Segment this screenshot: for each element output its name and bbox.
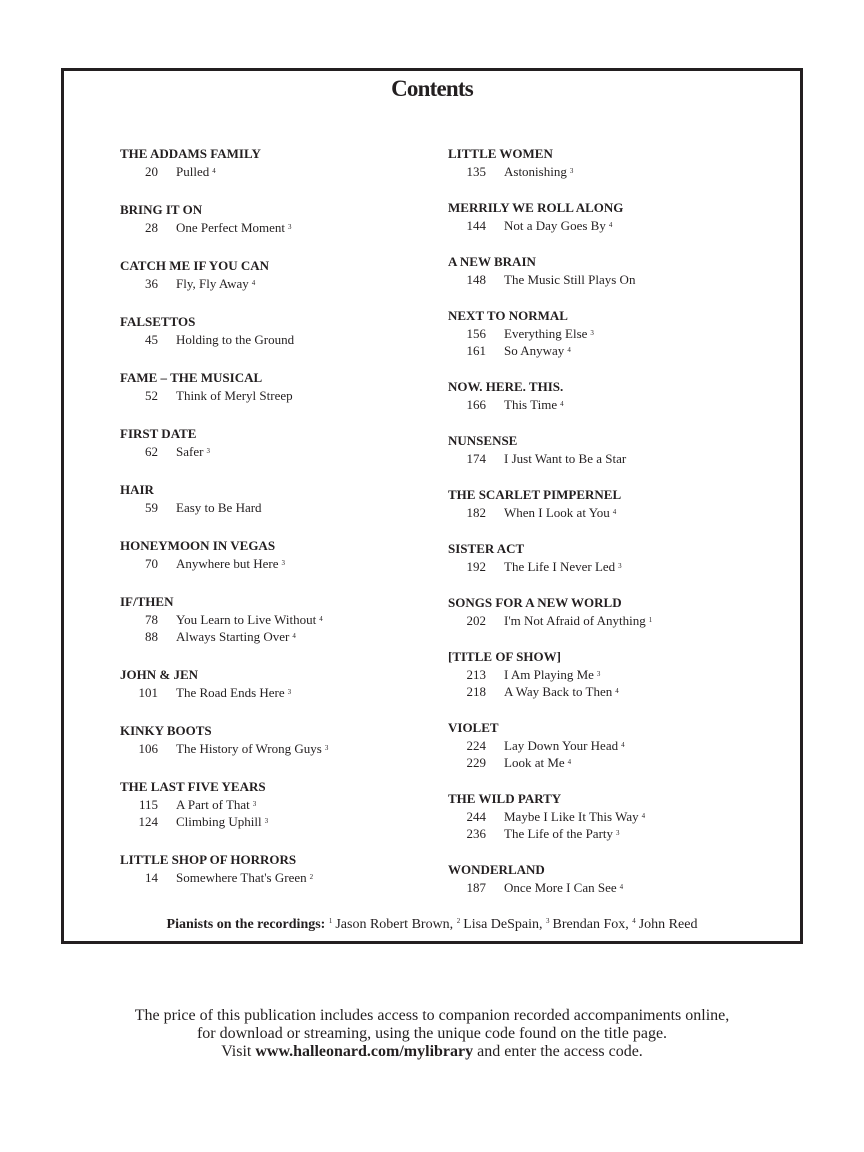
song-title: This Time: [504, 397, 558, 412]
song-entry[interactable]: [120, 387, 440, 404]
note-line-1: The price of this publication includes access to companion recorded accompaniments online,: [134, 1007, 730, 1024]
song-title: Everything Else: [504, 326, 588, 341]
show-group: [120, 425, 440, 460]
song-title: Fly, Fly Away: [176, 276, 249, 291]
pianist-superscript: 3: [252, 800, 257, 808]
page-number: 20: [145, 164, 158, 179]
show-title: THE WILD PARTY: [448, 791, 562, 806]
song-title: Climbing Uphill: [176, 814, 262, 829]
page-number: 236: [466, 826, 486, 841]
page-number: 144: [466, 218, 486, 233]
contents-left-column: [120, 145, 440, 907]
song-title: Anywhere but Here: [176, 556, 279, 571]
page-number: 244: [466, 809, 486, 824]
show-group: [448, 378, 768, 413]
show-title: WONDERLAND: [448, 862, 545, 877]
pianist-superscript: 4: [567, 346, 571, 354]
page-number: 229: [466, 755, 486, 770]
show-group: [448, 594, 768, 629]
song-entry[interactable]: [448, 666, 768, 683]
pianist-number: 3: [546, 917, 550, 925]
song-title: A Part of That: [176, 797, 250, 812]
song-entry[interactable]: [448, 217, 768, 234]
show-group: [448, 486, 768, 521]
show-group: [120, 722, 440, 757]
page-number: 135: [466, 164, 486, 179]
page-title: Contents: [391, 76, 473, 101]
show-title: JOHN & JEN: [120, 667, 198, 682]
show-group: [120, 851, 440, 886]
show-title: SONGS FOR A NEW WORLD: [448, 595, 622, 610]
song-title: One Perfect Moment: [176, 220, 286, 235]
pianist-superscript: 3: [281, 559, 286, 567]
song-title: Somewhere That's Green: [176, 870, 307, 885]
pianist-name: John Reed: [638, 917, 698, 932]
show-group: [448, 719, 768, 771]
page-number: 101: [138, 685, 158, 700]
show-group: [448, 648, 768, 700]
song-entry[interactable]: [448, 504, 768, 521]
song-title: Think of Meryl Streep: [176, 388, 293, 403]
song-title: Pulled: [176, 164, 210, 179]
show-group: [448, 307, 768, 359]
song-title: The History of Wrong Guys: [176, 741, 322, 756]
pianist-number: 4: [632, 917, 636, 925]
page-number: 202: [466, 613, 486, 628]
song-title: I Just Want to Be a Star: [504, 451, 627, 466]
page-number: 156: [466, 326, 486, 341]
song-entry[interactable]: [448, 558, 768, 575]
song-entry[interactable]: [120, 555, 440, 572]
page-number: 28: [145, 220, 158, 235]
page-number: 52: [145, 388, 158, 403]
show-title: KINKY BOOTS: [120, 723, 212, 738]
page-number: 148: [466, 272, 486, 287]
song-entry[interactable]: [448, 754, 768, 771]
song-title: The Life I Never Led: [504, 559, 616, 574]
pianist-superscript: 3: [616, 829, 620, 837]
show-group: [448, 199, 768, 234]
show-title: FAME – THE MUSICAL: [120, 370, 263, 385]
song-title: So Anyway: [504, 343, 565, 358]
song-entry[interactable]: [448, 825, 768, 842]
song-title: Astonishing: [504, 164, 567, 179]
song-entry[interactable]: [120, 331, 440, 348]
show-title: SISTER ACT: [448, 541, 525, 556]
pianist-superscript: 4: [612, 508, 617, 516]
page-number: 106: [138, 741, 158, 756]
show-title: LITTLE SHOP OF HORRORS: [120, 852, 297, 867]
pianist-number: 2: [456, 917, 461, 925]
song-entry[interactable]: [448, 808, 768, 825]
song-entry[interactable]: [448, 612, 768, 629]
song-entry[interactable]: [120, 499, 440, 516]
show-title: NUNSENSE: [448, 433, 518, 448]
show-group: [448, 253, 768, 288]
page-number: 62: [145, 444, 158, 459]
show-title: THE ADDAMS FAMILY: [120, 146, 261, 161]
song-entry[interactable]: [448, 163, 768, 180]
pianist-superscript: 3: [324, 744, 329, 752]
pianist-superscript: 3: [569, 167, 574, 175]
show-title: [TITLE OF SHOW]: [448, 649, 561, 664]
show-title: THE LAST FIVE YEARS: [120, 779, 266, 794]
show-group: [120, 201, 440, 236]
pianist-superscript: 4: [319, 615, 323, 623]
show-title: A NEW BRAIN: [448, 254, 536, 269]
page-number: 187: [466, 880, 486, 895]
show-title: NEXT TO NORMAL: [448, 308, 568, 323]
show-title: HAIR: [120, 482, 154, 497]
note-visit: Visit: [221, 1043, 256, 1060]
pianist-superscript: 4: [608, 221, 613, 229]
song-entry[interactable]: [120, 628, 440, 645]
page-number: 78: [145, 612, 158, 627]
show-group: [120, 537, 440, 572]
song-title: The Life of the Party: [504, 826, 614, 841]
page-number: 36: [145, 276, 158, 291]
song-title: Lay Down Your Head: [504, 738, 619, 753]
page-number: 59: [145, 500, 158, 515]
song-title: Maybe I Like It This Way: [504, 809, 639, 824]
song-entry[interactable]: [448, 325, 768, 342]
page-number: 45: [145, 332, 158, 347]
song-entry[interactable]: [448, 450, 768, 467]
show-group: [448, 790, 768, 842]
song-entry[interactable]: [120, 796, 440, 813]
song-entry[interactable]: [448, 342, 768, 359]
song-entry[interactable]: [120, 869, 440, 886]
pianist-superscript: 3: [287, 688, 292, 696]
show-title: NOW. HERE. THIS.: [448, 379, 564, 394]
pianist-superscript: 3: [206, 447, 210, 455]
pianists-label: Pianists on the recordings:: [166, 917, 326, 932]
pianist-superscript: 4: [560, 400, 564, 408]
show-group: [448, 540, 768, 575]
pianists-legend: [0, 917, 864, 933]
pianist-superscript: 3: [590, 329, 594, 337]
song-title: Safer: [176, 444, 204, 459]
show-title: LITTLE WOMEN: [448, 146, 553, 161]
show-title: CATCH ME IF YOU CAN: [120, 258, 270, 273]
pianist-superscript: 4: [292, 632, 296, 640]
show-group: [120, 778, 440, 830]
page-number: 182: [466, 505, 486, 520]
show-group: [448, 432, 768, 467]
access-note: [0, 1007, 864, 1061]
page-number: 14: [145, 870, 158, 885]
song-entry[interactable]: [120, 219, 440, 236]
song-entry[interactable]: [448, 396, 768, 413]
song-entry[interactable]: [448, 271, 768, 288]
song-title: I'm Not Afraid of Anything: [504, 613, 646, 628]
page-number: 115: [138, 797, 158, 812]
pianist-superscript: 3: [618, 562, 622, 570]
song-title: I Am Playing Me: [504, 667, 594, 682]
page-number: 88: [145, 629, 158, 644]
song-title: You Learn to Live Without: [176, 612, 317, 627]
pianist-name: Lisa DeSpain,: [463, 917, 543, 932]
contents-right-column: [448, 145, 768, 915]
song-entry[interactable]: [120, 684, 440, 701]
song-entry[interactable]: [120, 163, 440, 180]
song-title: Holding to the Ground: [176, 332, 295, 347]
page-number: 224: [466, 738, 486, 753]
pianist-name: Brendan Fox,: [552, 917, 629, 932]
song-entry[interactable]: [120, 275, 440, 292]
pianist-list: [329, 917, 698, 932]
song-title: Look at Me: [504, 755, 565, 770]
page-number: 218: [466, 684, 486, 699]
show-group: [120, 593, 440, 645]
show-group: [120, 145, 440, 180]
page-number: 166: [466, 397, 486, 412]
pianist-superscript: 3: [264, 817, 269, 825]
page-number: 213: [466, 667, 486, 682]
pianist-superscript: 4: [567, 758, 572, 766]
show-title: BRING IT ON: [120, 202, 203, 217]
page-number: 70: [145, 556, 158, 571]
show-group: [120, 257, 440, 292]
pianist-superscript: 4: [251, 279, 256, 287]
song-title: Easy to Be Hard: [176, 500, 262, 515]
page-number: 124: [138, 814, 158, 829]
pianist-number: 1: [328, 917, 333, 925]
song-entry[interactable]: [120, 740, 440, 757]
show-title: IF/THEN: [120, 594, 174, 609]
page-number: 192: [466, 559, 486, 574]
show-title: HONEYMOON IN VEGAS: [120, 538, 276, 553]
show-title: FALSETTOS: [120, 314, 196, 329]
show-group: [448, 861, 768, 896]
show-group: [120, 313, 440, 348]
note-access-code: and enter the access code.: [473, 1043, 643, 1060]
show-title: VIOLET: [448, 720, 499, 735]
note-line-3: [0, 1043, 864, 1061]
pianist-superscript: 3: [288, 223, 292, 231]
song-entry[interactable]: [448, 683, 768, 700]
show-group: [120, 369, 440, 404]
pianist-superscript: 4: [615, 687, 619, 695]
show-group: [120, 481, 440, 516]
song-entry[interactable]: [120, 611, 440, 628]
pianist-superscript: 1: [648, 616, 653, 624]
song-title: The Road Ends Here: [176, 685, 285, 700]
song-entry[interactable]: [120, 443, 440, 460]
pianist-superscript: 4: [641, 812, 646, 820]
song-title: A Way Back to Then: [504, 684, 613, 699]
show-group: [448, 145, 768, 180]
pianist-superscript: 4: [619, 883, 624, 891]
pianist-superscript: 4: [212, 167, 216, 175]
pianist-name: Jason Robert Brown,: [335, 917, 454, 932]
song-title: The Music Still Plays On: [504, 272, 636, 287]
song-entry[interactable]: [448, 879, 768, 896]
show-title: FIRST DATE: [120, 426, 197, 441]
pianist-superscript: 2: [309, 873, 314, 881]
song-title: When I Look at You: [504, 505, 610, 520]
note-line-2: for download or streaming, using the unique code found on the title page.: [196, 1025, 668, 1042]
show-title: THE SCARLET PIMPERNEL: [448, 487, 622, 502]
song-title: Not a Day Goes By: [504, 218, 606, 233]
song-title: Always Starting Over: [176, 629, 290, 644]
song-title: Once More I Can See: [504, 880, 617, 895]
show-group: [120, 666, 440, 701]
mylibrary-link[interactable]: www.halleonard.com/mylibrary: [255, 1043, 474, 1060]
show-title: MERRILY WE ROLL ALONG: [448, 200, 624, 215]
song-entry[interactable]: [120, 813, 440, 830]
song-entry[interactable]: [448, 737, 768, 754]
pianist-superscript: 4: [621, 741, 625, 749]
page-number: 174: [466, 451, 486, 466]
page-number: 161: [466, 343, 486, 358]
pianist-superscript: 3: [596, 670, 601, 678]
